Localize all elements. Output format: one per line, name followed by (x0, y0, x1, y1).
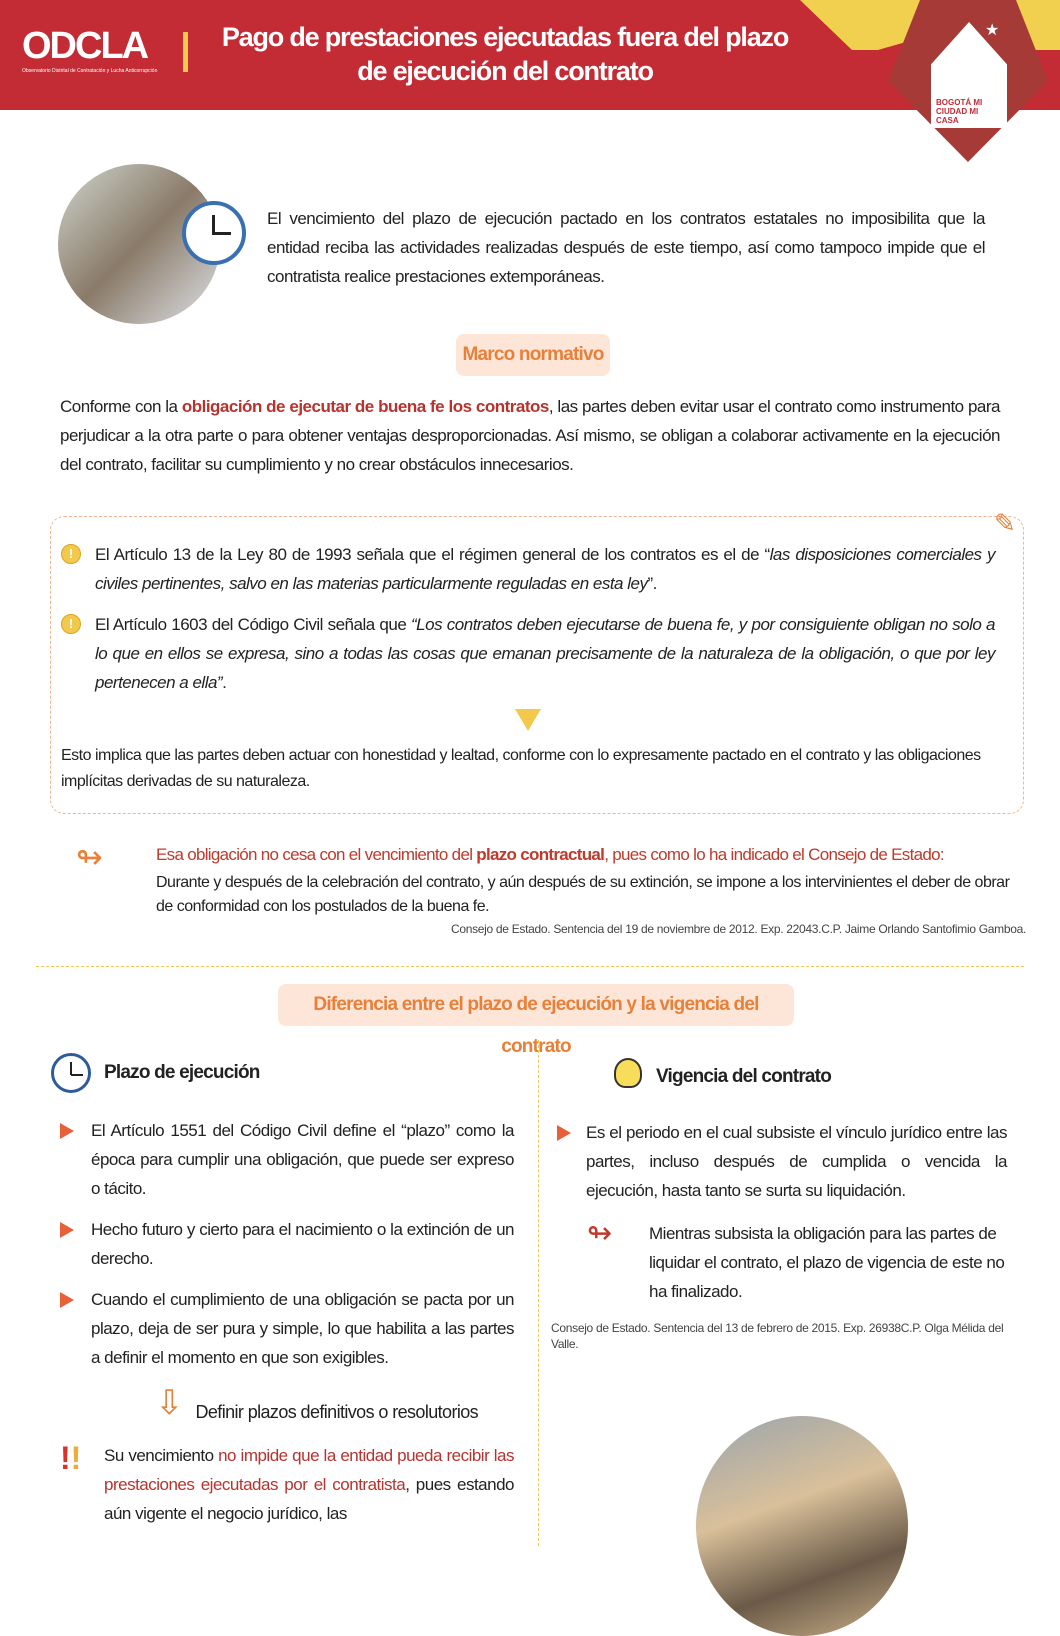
odcla-logo-block (22, 26, 172, 74)
exclamation-icon: !! (60, 1440, 82, 1476)
vigencia-row (557, 1118, 1007, 1205)
text: . (222, 673, 227, 692)
plazo-row (60, 1116, 514, 1203)
vencimiento-text (104, 1441, 514, 1528)
clock-icon (51, 1053, 91, 1093)
odcla-logo-subtitle: Observatorio Distrital de Contratación y Lucha Anticorrupción (22, 68, 158, 74)
text: El Artículo 13 de la Ley 80 de 1993 señala que el régimen general de los contratos es el de “ (95, 545, 770, 564)
star-icon: ★ (985, 22, 1000, 39)
consejo-lead (156, 843, 1026, 867)
consejo-quote: Durante y después de la celebración del contrato, y aún después de su extinción, se impone a los intervinientes el deber de obrar de conformidad con los postulados de la buena fe. (156, 874, 1010, 915)
divider (183, 32, 188, 72)
plazo-item: El Artículo 1551 del Código Civil define el “plazo” como la época para cumplir una obligación, que puede ser expreso o tácito. (91, 1121, 514, 1198)
arrow-down-icon: ⇩ (155, 1384, 184, 1422)
vigencia-list (551, 1118, 1007, 1352)
chevron-down-icon (515, 709, 541, 731)
citation: Consejo de Estado. Sentencia del 13 de febrero de 2015. Exp. 26938C.P. Olga Mélida del Valle. (551, 1321, 1004, 1351)
column-divider (538, 1040, 539, 1546)
lightbulb-icon (614, 1058, 642, 1088)
warning-icon: ! (61, 614, 81, 634)
text: , pues como lo ha indicado el Consejo de Estado: (604, 845, 944, 864)
text: Conforme con la (60, 397, 182, 416)
divider (36, 966, 1024, 967)
highlight: no impide que la entidad pueda recibir las prestaciones ejecutadas por el contratista (104, 1446, 515, 1494)
marco-paragraph (60, 392, 1000, 479)
plazo-title: Plazo de ejecución (104, 1062, 260, 1083)
arrow-text: Definir plazos definitivos o resolutorios (195, 1402, 479, 1422)
text: , pues estando aún vigente el negocio jurídico, las (104, 1475, 514, 1523)
conclusion-text: Esto implica que las partes deben actuar con honestidad y lealtad, conforme con lo expresamente pactado en el contrato y las obligaciones implícitas derivadas de su naturaleza. (61, 747, 981, 790)
text: , las partes deben evitar usar el contrato como instrumento para perjudicar a la otra parte o para obtener ventajas desproporcionadas. Así mismo, se obligan a colaborar activamente en la ejecución del contrato, facilitar su cumplimiento y no crear obstáculos innecesarios. (60, 397, 1001, 474)
vigencia-note-row (557, 1219, 1007, 1306)
article-1603-row (61, 610, 995, 697)
vigencia-item: Es el periodo en el cual subsiste el vínculo jurídico entre las partes, incluso después de cumplida o vencida la ejecución, hasta tanto se surta su liquidación. (586, 1123, 1007, 1200)
warning-icon: ! (61, 544, 81, 564)
files-photo (696, 1416, 908, 1636)
marco-normativo-label: Marco normativo (456, 334, 610, 376)
text: Su vencimiento (104, 1446, 219, 1465)
bullet-icon (557, 1125, 571, 1141)
plazo-row (60, 1215, 514, 1273)
plazo-row (60, 1285, 514, 1372)
intro-text: El vencimiento del plazo de ejecución pactado en los contratos estatales no imposibilita que la entidad reciba las actividades realizadas después de este tiempo, así como tampoco impide que el contratista realice prestaciones extemporáneas. (267, 209, 985, 286)
text: Esa obligación no cesa con el vencimiento del (156, 845, 477, 864)
citation: Consejo de Estado. Sentencia del 19 de noviembre de 2012. Exp. 22043.C.P. Jaime Orlando Santofimio Gamboa. (450, 922, 1026, 936)
diferencia-label: Diferencia entre el plazo de ejecución y la vigencia del contrato (278, 984, 794, 1026)
partner-logo-text: BOGOTÁ MI CIUDAD MI CASA (936, 98, 983, 125)
article-13-item (95, 540, 995, 598)
normative-box-content (61, 540, 995, 795)
pen-icon: ✎ (994, 508, 1016, 538)
bullet-icon (60, 1123, 74, 1139)
article-13-row (61, 540, 995, 598)
plazo-item: Hecho futuro y cierto para el nacimiento o la extinción de un derecho. (91, 1220, 514, 1268)
odcla-logo: ODCLA (22, 25, 148, 67)
vencimiento-row (60, 1441, 514, 1528)
curved-arrow-icon: ↬ (587, 1217, 613, 1250)
quote: las disposiciones comerciales y civiles pertinentes, salvo en las materias particularmente reguladas en esta ley (95, 545, 996, 593)
curved-arrow-icon: ↬ (76, 839, 103, 875)
plazo-item: Cuando el cumplimiento de una obligación se pacta por un plazo, deja de ser pura y simple, lo que habilita a las partes a definir el momento en que son exigibles. (91, 1290, 514, 1367)
consejo-block (156, 843, 1026, 937)
vigencia-note: Mientras subsista la obligación para las partes de liquidar el contrato, el plazo de vigencia de este no ha finalizado. (649, 1224, 1005, 1301)
quote: “Los contratos deben ejecutarse de buena fe, y por consiguiente obligan no solo a lo que en ellos se expresa, sino a todas las cosas que emanan precisamente de la naturaleza de la obligación, o que por ley pertenecen a ella” (95, 615, 996, 692)
arrow-row (60, 1384, 514, 1423)
highlight: plazo contractual (476, 845, 605, 864)
bullet-icon (60, 1222, 74, 1238)
highlight: obligación de ejecutar de buena fe los contratos (181, 397, 549, 416)
article-1603-item (95, 610, 995, 697)
plazo-list (60, 1116, 514, 1528)
text: El Artículo 1603 del Código Civil señala que (95, 615, 411, 634)
page-title: Pago de prestaciones ejecutadas fuera del plazo de ejecución del contrato (221, 22, 789, 86)
vigencia-title: Vigencia del contrato (656, 1066, 832, 1087)
clock-icon (182, 201, 246, 265)
bullet-icon (60, 1292, 74, 1308)
text: ”. (647, 574, 657, 593)
